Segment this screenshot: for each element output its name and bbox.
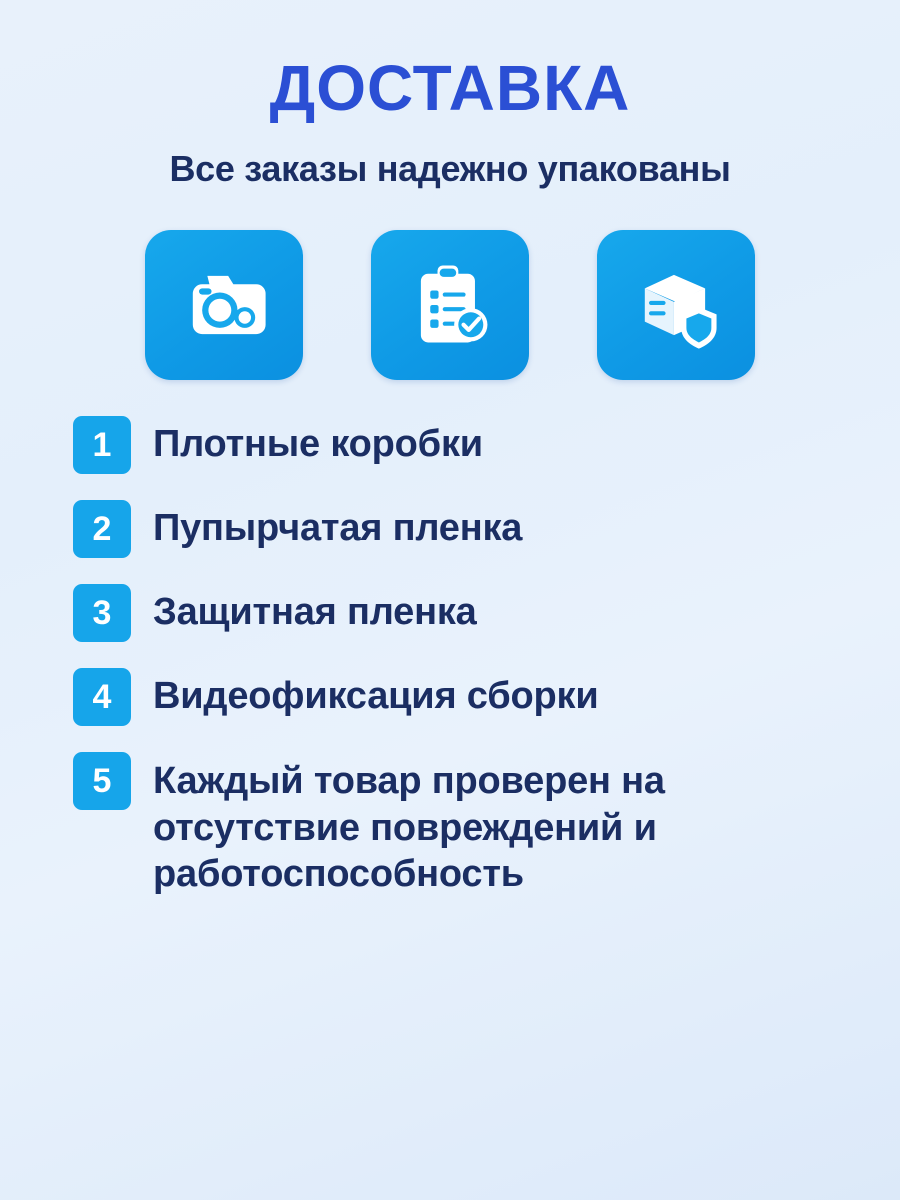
icon-tile-camera xyxy=(145,230,303,380)
step-number-badge: 1 xyxy=(73,416,131,474)
icon-row xyxy=(145,230,755,380)
list-item xyxy=(73,416,845,474)
icon-tile-clipboard xyxy=(371,230,529,380)
step-label: Пупырчатая пленка xyxy=(153,507,523,550)
step-number-badge: 2 xyxy=(73,500,131,558)
step-label: Каждый товар проверен на отсутствие повреждений и работоспособность xyxy=(153,760,665,895)
list-item xyxy=(73,668,845,726)
step-label: Плотные коробки xyxy=(153,423,483,466)
icon-tile-package xyxy=(597,230,755,380)
list-item xyxy=(73,752,845,897)
package-shield-icon xyxy=(624,253,728,357)
page-title: ДОСТАВКА xyxy=(269,52,631,124)
step-number-badge: 5 xyxy=(73,752,131,810)
packaging-steps-list xyxy=(55,416,845,897)
step-number-badge: 4 xyxy=(73,668,131,726)
camera-icon xyxy=(172,253,276,357)
list-item xyxy=(73,584,845,642)
step-number-badge: 3 xyxy=(73,584,131,642)
clipboard-check-icon xyxy=(398,253,502,357)
page-subtitle: Все заказы надежно упакованы xyxy=(169,148,731,190)
step-label: Защитная пленка xyxy=(153,591,477,634)
step-label: Видеофиксация сборки xyxy=(153,675,599,718)
list-item xyxy=(73,500,845,558)
